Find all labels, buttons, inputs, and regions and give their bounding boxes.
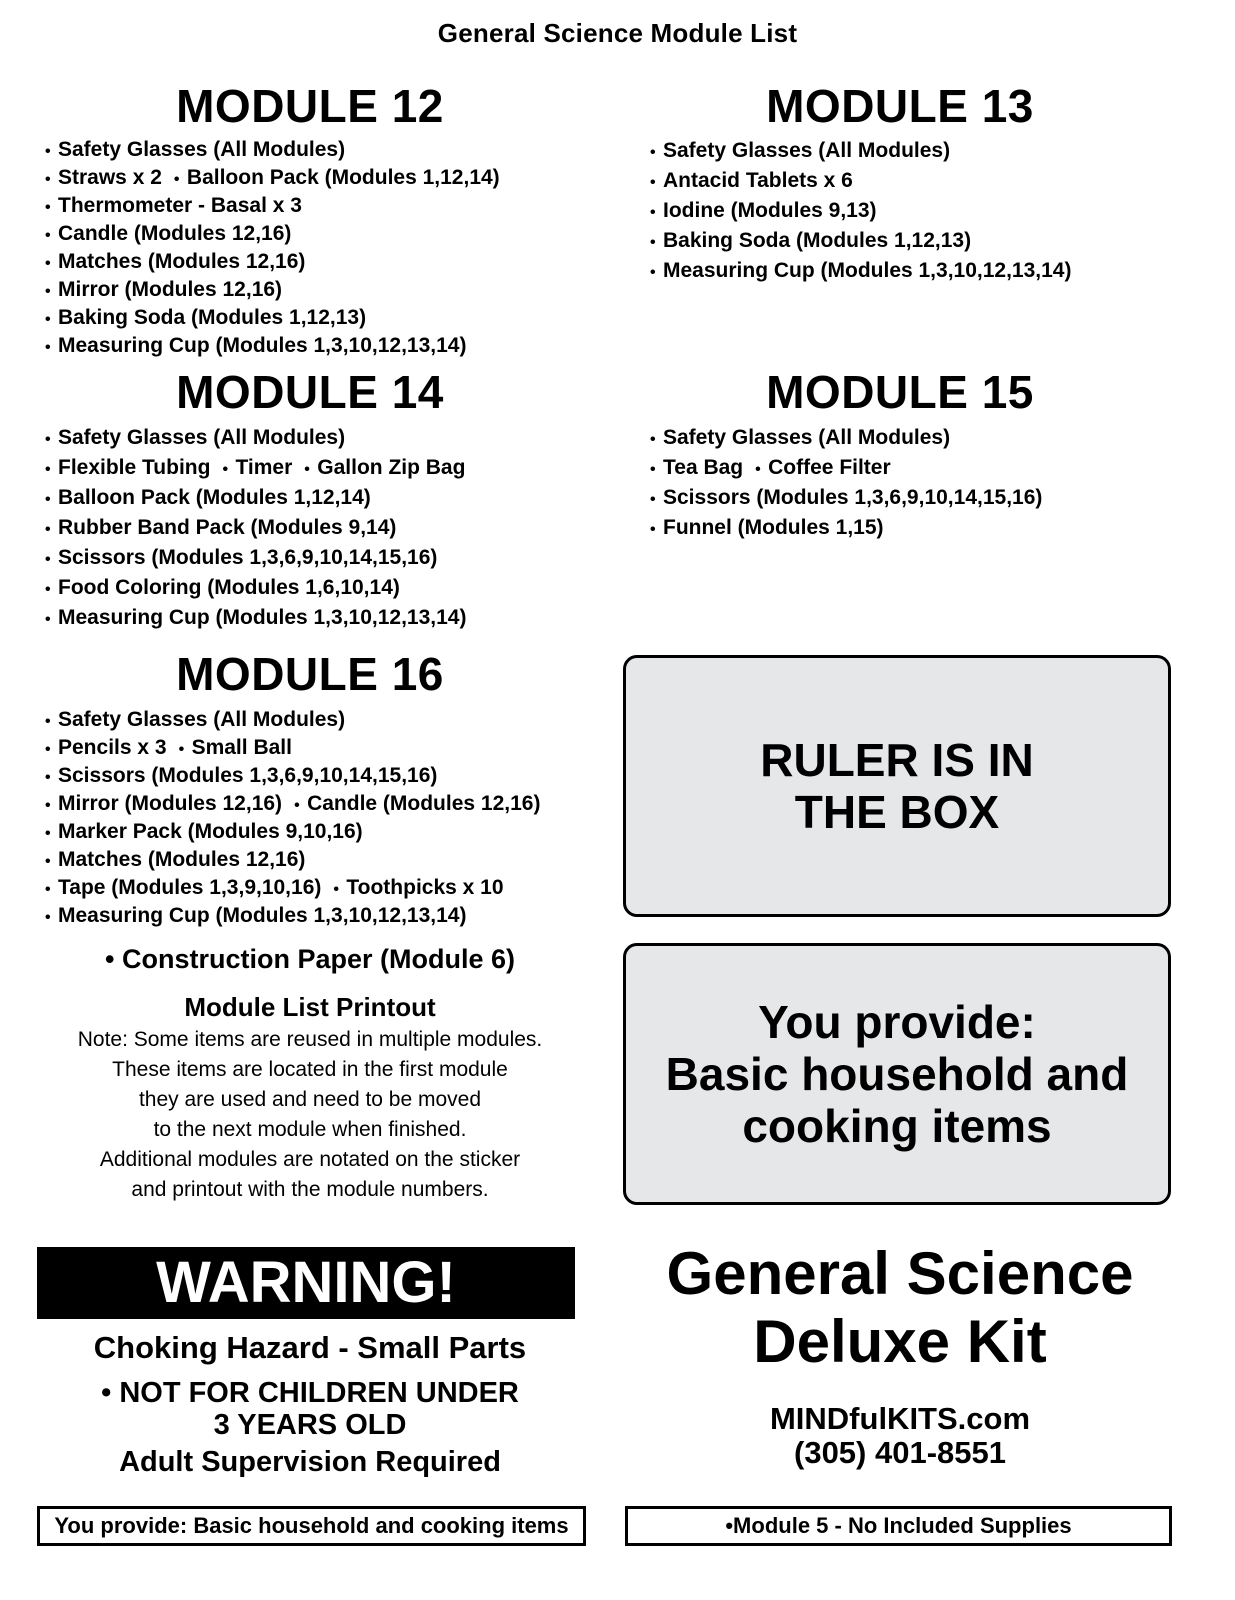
bullet-icon: • — [45, 713, 51, 730]
adult-supervision-text: Adult Supervision Required — [119, 1446, 501, 1478]
item-label: Toothpicks x 10 — [346, 876, 504, 899]
list-item — [45, 454, 466, 484]
item-label: Safety Glasses (All Modules) — [663, 139, 951, 162]
item-label: Balloon Pack (Modules 1,12,14) — [186, 166, 500, 189]
list-item — [45, 484, 466, 514]
reuse-note: Note: Some items are reused in multiple modules. These items are located in the first module they are used and need to be moved to the next module when finished. Additional modules are notated on the sticker and printout with the module numbers. — [77, 1028, 543, 1201]
bullet-icon: • — [650, 521, 656, 538]
you-provide-text: You provide: Basic household and cooking items — [665, 996, 1129, 1152]
module-15-title: MODULE 15 — [766, 366, 1034, 418]
item-label: Scissors (Modules 1,3,6,9,10,14,15,16) — [663, 486, 1043, 509]
construction-paper-item: • Construction Paper (Module 6) — [105, 944, 515, 974]
item-label: Measuring Cup (Modules 1,3,10,12,13,14) — [58, 334, 467, 357]
list-item — [45, 791, 540, 819]
item-label: Baking Soda (Modules 1,12,13) — [663, 229, 972, 252]
item-label: Measuring Cup (Modules 1,3,10,12,13,14) — [58, 904, 467, 927]
module-13-list — [650, 137, 1071, 287]
list-item — [45, 249, 500, 277]
item-label: Gallon Zip Bag — [317, 456, 466, 479]
list-item — [650, 137, 1071, 167]
bullet-icon: • — [650, 264, 656, 281]
item-label: Rubber Band Pack (Modules 9,14) — [58, 516, 397, 539]
list-item — [45, 193, 500, 221]
bullet-icon: • — [222, 461, 229, 478]
list-item — [45, 574, 466, 604]
ruler-in-box-panel — [623, 655, 1171, 917]
bullet-icon: • — [45, 491, 51, 508]
bullet-icon: • — [45, 283, 51, 300]
item-label: Safety Glasses (All Modules) — [663, 426, 951, 449]
bullet-icon: • — [45, 909, 51, 926]
list-item — [650, 257, 1071, 287]
bullet-icon: • — [45, 255, 51, 272]
bullet-icon: • — [650, 234, 656, 251]
item-label: Tea Bag — [663, 456, 744, 479]
choking-hazard-text: Choking Hazard - Small Parts — [93, 1330, 527, 1365]
ruler-in-box-text: RULER IS IN THE BOX — [760, 734, 1034, 838]
list-item — [650, 197, 1071, 227]
age-warning-text: • NOT FOR CHILDREN UNDER 3 YEARS OLD — [101, 1377, 519, 1441]
bullet-icon: • — [333, 881, 339, 898]
list-item — [650, 167, 1071, 197]
list-item — [45, 604, 466, 634]
bullet-icon: • — [650, 144, 656, 161]
bullet-icon: • — [45, 581, 51, 598]
module-14-list — [45, 424, 466, 634]
bullet-icon: • — [650, 174, 656, 191]
item-label: Candle (Modules 12,16) — [307, 792, 541, 815]
list-item — [45, 305, 500, 333]
item-label: Mirror (Modules 12,16) — [58, 792, 283, 815]
phone-text: (305) 401-8551 — [794, 1435, 1006, 1470]
bullet-icon: • — [304, 461, 310, 478]
website-text: MINDfulKITS.com — [769, 1401, 1031, 1436]
you-provide-panel — [623, 943, 1171, 1205]
bullet-icon: • — [45, 551, 51, 568]
bullet-icon: • — [45, 461, 51, 478]
list-item — [45, 544, 466, 574]
footer-module-5-note: •Module 5 - No Included Supplies — [625, 1506, 1172, 1546]
bullet-icon: • — [650, 204, 656, 221]
bullet-icon: • — [45, 143, 51, 160]
module-12-title: MODULE 12 — [176, 80, 444, 132]
item-label: Food Coloring (Modules 1,6,10,14) — [58, 576, 400, 599]
module-16-title: MODULE 16 — [176, 648, 444, 700]
list-item — [650, 514, 1042, 544]
item-label: Balloon Pack (Modules 1,12,14) — [58, 486, 371, 509]
list-item — [650, 484, 1042, 514]
list-item — [45, 847, 540, 875]
module-16-list — [45, 707, 540, 931]
module-14-title: MODULE 14 — [176, 366, 444, 418]
item-label: Safety Glasses (All Modules) — [58, 708, 346, 731]
list-item — [45, 735, 540, 763]
bullet-icon: • — [650, 491, 656, 508]
module-13-title: MODULE 13 — [766, 80, 1034, 132]
list-item — [45, 221, 500, 249]
item-label: Scissors (Modules 1,3,6,9,10,14,15,16) — [58, 546, 438, 569]
item-label: Pencils x 3 — [58, 736, 167, 759]
bullet-icon: • — [650, 431, 656, 448]
bullet-icon: • — [294, 797, 300, 814]
list-item — [45, 333, 500, 361]
item-label: Iodine (Modules 9,13) — [663, 199, 877, 222]
bullet-icon: • — [45, 339, 51, 356]
list-item — [45, 707, 540, 735]
list-item — [45, 277, 500, 305]
bullet-icon: • — [755, 461, 761, 478]
list-item — [650, 424, 1042, 454]
bullet-icon: • — [45, 825, 51, 842]
item-label: Measuring Cup (Modules 1,3,10,12,13,14) — [58, 606, 467, 629]
warning-banner: WARNING! — [37, 1247, 575, 1319]
bullet-icon: • — [178, 741, 185, 758]
item-label: Coffee Filter — [768, 456, 891, 479]
item-label: Flexible Tubing — [58, 456, 211, 479]
bullet-icon: • — [45, 853, 51, 870]
footer-you-provide: You provide: Basic household and cooking items — [37, 1506, 586, 1546]
list-item — [45, 137, 500, 165]
item-label: Scissors (Modules 1,3,6,9,10,14,15,16) — [58, 764, 438, 787]
bullet-icon: • — [650, 461, 656, 478]
bullet-icon: • — [45, 311, 51, 328]
item-label: Mirror (Modules 12,16) — [58, 278, 283, 301]
item-label: Candle (Modules 12,16) — [58, 222, 292, 245]
bullet-icon: • — [45, 611, 51, 628]
list-item — [45, 165, 500, 193]
item-label: Measuring Cup (Modules 1,3,10,12,13,14) — [663, 259, 1072, 282]
list-item — [45, 763, 540, 791]
item-label: Baking Soda (Modules 1,12,13) — [58, 306, 367, 329]
item-label: Funnel (Modules 1,15) — [663, 516, 884, 539]
contact-info — [615, 1402, 1185, 1470]
module-12-list — [45, 137, 500, 361]
bullet-icon: • — [45, 171, 51, 188]
bullet-icon: • — [45, 769, 51, 786]
list-item — [650, 227, 1071, 257]
item-label: Straws x 2 — [58, 166, 162, 189]
bullet-icon: • — [45, 741, 51, 758]
item-label: Safety Glasses (All Modules) — [58, 138, 346, 161]
list-item — [45, 875, 540, 903]
printout-title: Module List Printout — [184, 992, 436, 1022]
bullet-icon: • — [45, 521, 51, 538]
item-label: Matches (Modules 12,16) — [58, 848, 306, 871]
bullet-icon: • — [45, 797, 51, 814]
list-item — [650, 454, 1042, 484]
item-label: Safety Glasses (All Modules) — [58, 426, 346, 449]
bullet-icon: • — [45, 881, 51, 898]
item-label: Small Ball — [191, 736, 292, 759]
item-label: Matches (Modules 12,16) — [58, 250, 306, 273]
list-item — [45, 903, 540, 931]
bullet-icon: • — [45, 431, 51, 448]
item-label: Antacid Tablets x 6 — [663, 169, 853, 192]
kit-title: General Science Deluxe Kit — [666, 1240, 1134, 1375]
item-label: Thermometer - Basal x 3 — [58, 194, 302, 217]
list-item — [45, 819, 540, 847]
page-title: General Science Module List — [437, 18, 798, 48]
list-item — [45, 514, 466, 544]
item-label: Marker Pack (Modules 9,10,16) — [58, 820, 363, 843]
item-label: Tape (Modules 1,3,9,10,16) — [58, 876, 322, 899]
bullet-icon: • — [173, 171, 180, 188]
list-item — [45, 424, 466, 454]
module-15-list — [650, 424, 1042, 544]
bullet-icon: • — [45, 199, 51, 216]
bullet-icon: • — [45, 227, 51, 244]
item-label: Timer — [235, 456, 293, 479]
